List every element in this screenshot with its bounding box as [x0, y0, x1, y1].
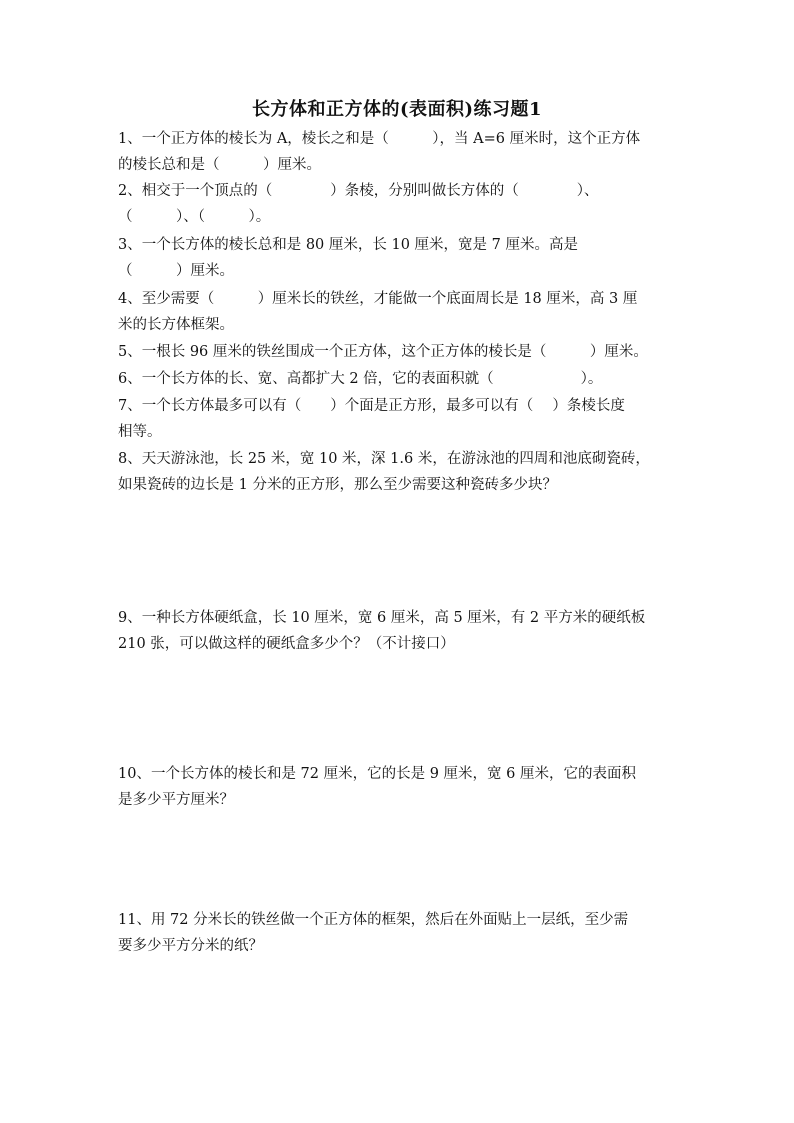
question-6 [118, 366, 678, 392]
question-line: 要多少平方分米的纸？ [118, 938, 263, 954]
question-8 [118, 446, 678, 498]
question-line: 是多少平方厘米？ [118, 792, 234, 808]
question-line: 4、至少需要（ ）厘米长的铁丝，才能做一个底面周长是 18 厘米，高 3 厘 [118, 291, 638, 307]
question-line: 相等。 [118, 424, 162, 440]
question-line: 8、天天游泳池，长 25 米，宽 10 米，深 1.6 米，在游泳池的四周和池底砌瓷砖， [118, 451, 650, 467]
worksheet-title: 长方体和正方体的(表面积)练习题1 [251, 99, 543, 120]
question-line: 米的长方体框架。 [118, 317, 234, 333]
question-4 [118, 286, 678, 338]
question-10 [118, 761, 678, 813]
question-line: 5、一根长 96 厘米的铁丝围成一个正方体，这个正方体的棱长是（ ）厘米。 [118, 344, 648, 360]
question-line: 6、一个长方体的长、宽、高都扩大 2 倍，它的表面积就（ ）。 [118, 371, 603, 387]
question-line: 10、一个长方体的棱长和是 72 厘米，它的长是 9 厘米，宽 6 厘米，它的表面积 [118, 766, 637, 782]
question-1 [118, 126, 678, 178]
question-line: （ ）、（ ）。 [118, 209, 271, 225]
question-11 [118, 907, 678, 959]
question-line: 210 张，可以做这样的硬纸盒多少个？（不计接口） [118, 636, 455, 652]
question-9 [118, 605, 678, 657]
question-3 [118, 232, 678, 284]
question-7 [118, 393, 678, 445]
question-line: （ ）厘米。 [118, 263, 234, 279]
question-line: 7、一个长方体最多可以有（ ）个面是正方形，最多可以有（ ）条棱长度 [118, 398, 625, 414]
question-line: 11、用 72 分米长的铁丝做一个正方体的框架，然后在外面贴上一层纸，至少需 [118, 912, 629, 928]
question-line: 3、一个长方体的棱长总和是 80 厘米，长 10 厘米，宽是 7 厘米。高是 [118, 237, 579, 253]
question-line: 的棱长总和是（ ）厘米。 [118, 157, 321, 173]
question-line: 2、相交于一个顶点的（ ）条棱，分别叫做长方体的（ ）、 [118, 183, 599, 199]
question-5 [118, 339, 678, 365]
question-2 [118, 178, 678, 230]
question-line: 1、一个正方体的棱长为 A，棱长之和是（ ），当 A=6 厘米时，这个正方体 [118, 131, 641, 147]
question-line: 如果瓷砖的边长是 1 分米的正方形，那么至少需要这种瓷砖多少块？ [118, 477, 557, 493]
question-line: 9、一种长方体硬纸盒，长 10 厘米，宽 6 厘米，高 5 厘米，有 2 平方米的硬纸板 [118, 610, 646, 626]
